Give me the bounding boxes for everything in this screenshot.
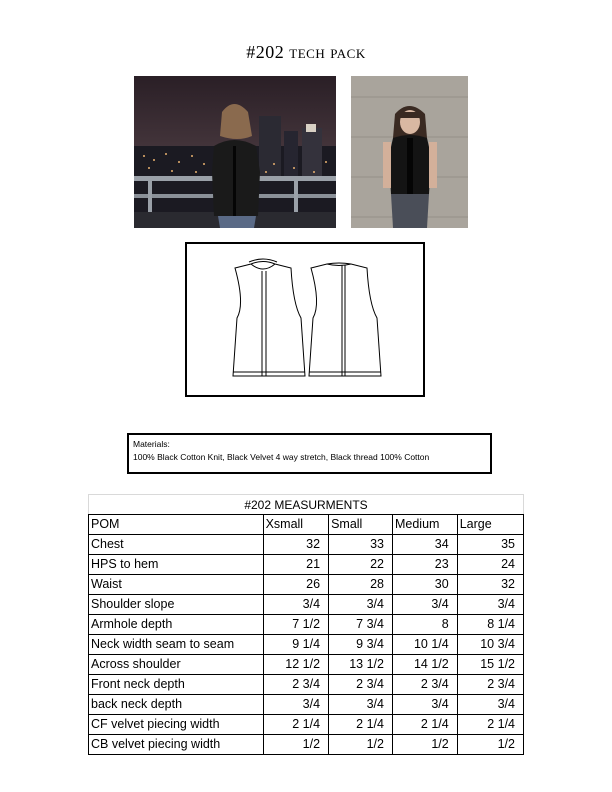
header-cell: Small <box>329 515 393 535</box>
value-cell: 26 <box>263 575 328 595</box>
value-cell: 7 3/4 <box>329 615 393 635</box>
materials-text: 100% Black Cotton Knit, Black Velvet 4 way stretch, Black thread 100% Cotton <box>133 452 430 462</box>
pom-cell: Chest <box>89 535 264 555</box>
header-cell: Large <box>457 515 523 535</box>
materials-label: Materials: <box>133 439 170 449</box>
table-row <box>89 555 524 575</box>
value-cell: 1/2 <box>392 735 457 755</box>
value-cell: 32 <box>457 575 523 595</box>
value-cell: 10 1/4 <box>392 635 457 655</box>
value-cell: 3/4 <box>392 695 457 715</box>
value-cell: 2 1/4 <box>263 715 328 735</box>
value-cell: 21 <box>263 555 328 575</box>
measurements-table <box>88 514 524 755</box>
value-cell: 13 1/2 <box>329 655 393 675</box>
value-cell: 1/2 <box>263 735 328 755</box>
value-cell: 2 1/4 <box>392 715 457 735</box>
value-cell: 32 <box>263 535 328 555</box>
value-cell: 3/4 <box>457 595 523 615</box>
pom-cell: Neck width seam to seam <box>89 635 264 655</box>
value-cell: 2 1/4 <box>457 715 523 735</box>
value-cell: 34 <box>392 535 457 555</box>
value-cell: 3/4 <box>329 695 393 715</box>
table-row <box>89 735 524 755</box>
value-cell: 14 1/2 <box>392 655 457 675</box>
value-cell: 1/2 <box>329 735 393 755</box>
value-cell: 10 3/4 <box>457 635 523 655</box>
value-cell: 8 1/4 <box>457 615 523 635</box>
value-cell: 3/4 <box>263 695 328 715</box>
value-cell: 3/4 <box>329 595 393 615</box>
value-cell: 12 1/2 <box>263 655 328 675</box>
table-row <box>89 615 524 635</box>
back-view-photo <box>134 76 336 228</box>
pom-cell: Armhole depth <box>89 615 264 635</box>
value-cell: 23 <box>392 555 457 575</box>
front-view-photo <box>351 76 468 228</box>
pom-cell: CF velvet piecing width <box>89 715 264 735</box>
table-row <box>89 675 524 695</box>
value-cell: 2 3/4 <box>329 675 393 695</box>
value-cell: 7 1/2 <box>263 615 328 635</box>
value-cell: 33 <box>329 535 393 555</box>
value-cell: 2 3/4 <box>392 675 457 695</box>
pom-cell: Waist <box>89 575 264 595</box>
measurements-title: #202 MEASURMENTS <box>88 494 524 514</box>
table-row <box>89 635 524 655</box>
table-row <box>89 655 524 675</box>
value-cell: 3/4 <box>392 595 457 615</box>
value-cell: 22 <box>329 555 393 575</box>
value-cell: 2 3/4 <box>457 675 523 695</box>
pom-cell: back neck depth <box>89 695 264 715</box>
value-cell: 9 1/4 <box>263 635 328 655</box>
value-cell: 2 3/4 <box>263 675 328 695</box>
table-row <box>89 575 524 595</box>
garment-flat-drawing <box>187 244 423 395</box>
table-header-row <box>89 515 524 535</box>
table-row <box>89 595 524 615</box>
pom-cell: Shoulder slope <box>89 595 264 615</box>
table-row <box>89 715 524 735</box>
value-cell: 2 1/4 <box>329 715 393 735</box>
materials-box <box>127 433 492 474</box>
header-cell: POM <box>89 515 264 535</box>
pom-cell: Across shoulder <box>89 655 264 675</box>
value-cell: 1/2 <box>457 735 523 755</box>
header-cell: Medium <box>392 515 457 535</box>
pom-cell: Front neck depth <box>89 675 264 695</box>
page-title: #202 tech pack <box>246 42 366 62</box>
value-cell: 15 1/2 <box>457 655 523 675</box>
value-cell: 3/4 <box>263 595 328 615</box>
flat-sketch-box <box>185 242 425 397</box>
value-cell: 9 3/4 <box>329 635 393 655</box>
header-cell: Xsmall <box>263 515 328 535</box>
pom-cell: CB velvet piecing width <box>89 735 264 755</box>
table-row <box>89 535 524 555</box>
pom-cell: HPS to hem <box>89 555 264 575</box>
value-cell: 24 <box>457 555 523 575</box>
value-cell: 8 <box>392 615 457 635</box>
value-cell: 35 <box>457 535 523 555</box>
value-cell: 28 <box>329 575 393 595</box>
table-row <box>89 695 524 715</box>
value-cell: 3/4 <box>457 695 523 715</box>
value-cell: 30 <box>392 575 457 595</box>
